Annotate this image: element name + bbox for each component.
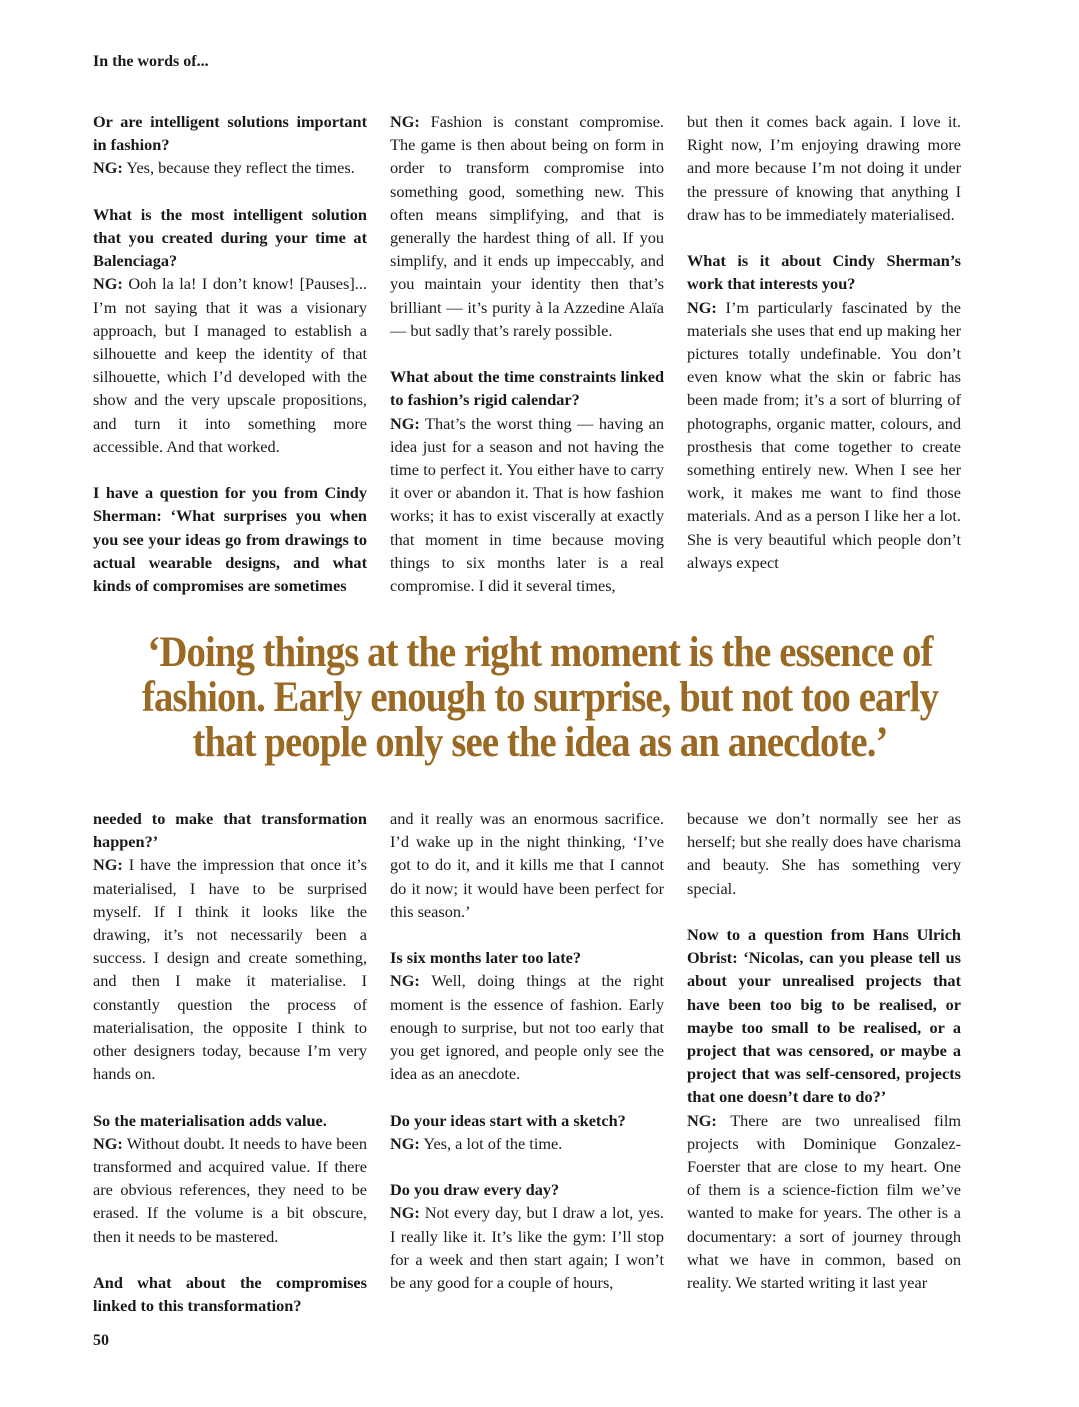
speaker-label: NG: — [93, 855, 123, 875]
answer-text: Yes, because they reflect the times. — [126, 158, 355, 178]
interview-question: Now to a question from Hans Ulrich Obrist: ‘Nicolas, can you please tell us about your unrealised projects that have been too big to be realised, or maybe too small to be realised, or a project that was censored, or maybe a project that was self-censored, projects that one doesn’t dare to do?’ — [687, 925, 961, 1107]
interview-answer — [390, 412, 664, 598]
qa-segment — [93, 110, 367, 180]
speaker-label: NG: — [93, 1133, 123, 1153]
speaker-label: NG: — [687, 297, 717, 317]
interview-answer — [687, 807, 961, 900]
speaker-label: NG: — [687, 1110, 717, 1130]
qa-segment — [93, 1271, 367, 1317]
bottom-text-columns — [93, 807, 963, 1316]
answer-text: and it really was an enormous sacrifice. I’d wake up in the night thinking, ‘I’ve got to do it, and it kills me that I cannot do it now; it would have been perfect for this season.’ — [390, 809, 664, 921]
speaker-label: NG: — [390, 1133, 420, 1153]
column — [687, 110, 961, 602]
qa-segment — [390, 1178, 664, 1294]
interview-answer — [390, 1201, 664, 1294]
interview-question: What is the most intelligent solution that you created during your time at Balenciaga? — [93, 204, 367, 271]
interview-answer — [687, 296, 961, 574]
speaker-label: NG: — [390, 413, 420, 433]
speaker-label: NG: — [390, 1203, 420, 1223]
answer-text: Fashion is constant compromise. The game is then about being on form in order to transform compromise into something good, something new. This often means simplifying, and that is generally the hardest thing of all. If you simplify, and it ends up impeccably, and you maintain your identity then that’s brilliant — it’s purity à la Azzedine Alaïa — but sadly that’s rarely possible. — [390, 112, 664, 340]
speaker-label: NG: — [390, 971, 420, 991]
interview-answer — [390, 1132, 664, 1155]
section-kicker: In the words of... — [93, 53, 209, 70]
column — [687, 807, 961, 1299]
interview-question: Or are intelligent solutions important in fashion? — [93, 112, 367, 155]
qa-segment — [93, 481, 367, 597]
speaker-label: NG: — [390, 112, 420, 131]
interview-question: What is it about Cindy Sherman’s work that interests you? — [687, 251, 961, 294]
interview-answer — [390, 969, 664, 1085]
qa-segment — [390, 807, 664, 923]
answer-text: That’s the worst thing — having an idea just for a season and not having the time to perfect it. You either have to carry it over or abandon it. That is how fashion works; it has to exist viscerally at exactly that moment in time because moving things to six months later is a real compromise. I did it several times, — [390, 413, 664, 596]
interview-question: So the materialisation adds value. — [93, 1110, 327, 1130]
answer-text: Yes, a lot of the time. — [423, 1133, 563, 1153]
qa-segment — [93, 807, 367, 1085]
interview-answer — [93, 853, 367, 1085]
answer-text: Not every day, but I draw a lot, yes. I really like it. It’s like the gym: I’ll stop for a week and then start again; I won’t be any good for a couple of hours, — [390, 1203, 664, 1293]
qa-segment — [390, 1109, 664, 1155]
answer-text: I have the impression that once it’s materialised, I have to be surprised myself. If I think it looks like the drawing, it’s not necessarily been a success. I design and create something, and then I make it materialise. I constantly question the process of materialisation, the opposite I think to other designers today, because I’m very hands on. — [93, 855, 367, 1084]
top-text-columns — [93, 110, 963, 602]
answer-text: Ooh la la! I don’t know! [Pauses]... I’m not saying that it was a visionary approach, but I managed to establish a silhouette and keep the identity of that silhouette, which I’d developed with the show and the very upscale propositions, and turn it into something more accessible. And that worked. — [93, 274, 367, 456]
qa-segment — [390, 946, 664, 1085]
interview-question: Do you draw every day? — [390, 1180, 560, 1200]
qa-segment — [687, 249, 961, 574]
column — [390, 110, 664, 602]
qa-segment — [93, 203, 367, 458]
interview-answer — [93, 1132, 367, 1248]
qa-segment — [390, 110, 664, 342]
page-number: 50 — [93, 1332, 109, 1349]
interview-question: And what about the compromises linked to this transformation? — [93, 1273, 367, 1316]
interview-question: needed to make that transformation happen?’ — [93, 809, 367, 852]
column — [93, 807, 368, 1316]
answer-text: Without doubt. It needs to have been transformed and acquired value. If there are obvious references, they need to be erased. If the volume is a bit obscure, then it needs to be mastered. — [93, 1133, 368, 1246]
answer-text: Well, doing things at the right moment is the essence of fashion. Early enough to surprise, but not too early that you get ignored, and people only see the idea as an anecdote. — [390, 971, 664, 1084]
answer-text: because we don’t normally see her as herself; but she really does have charisma and beauty. She has something very special. — [687, 809, 961, 898]
interview-answer — [687, 1109, 961, 1295]
column — [390, 807, 664, 1299]
interview-answer — [390, 807, 664, 923]
qa-segment — [390, 365, 664, 597]
answer-text: I’m particularly fascinated by the materials she uses that end up making her pictures totally undefinable. You don’t even know what the skin or fabric has been made from; it’s a sort of blurring of photographs, organic matter, colours, and prosthesis that come together to create something entirely new. When I see her work, it makes me want to find those materials. And as a person I like her a lot. She is very beautiful which people don’t always expect — [687, 297, 961, 572]
column — [93, 110, 367, 602]
qa-segment — [687, 807, 961, 900]
interview-answer — [687, 110, 961, 226]
interview-question: What about the time constraints linked to fashion’s rigid calendar? — [390, 367, 664, 410]
answer-text: but then it comes back again. I love it. Right now, I’m enjoying drawing more and more because I’m not doing it under the pressure of knowing that anything I draw has to be immediately materialised. — [687, 112, 961, 224]
answer-text: There are two unrealised film projects with Dominique Gonzalez-Foerster that are close to my heart. One of them is a science-fiction film we’ve wanted to make for years. The other is a documentary: a sort of journey through what we have in common, based on reality. We started writing it last year — [687, 1110, 962, 1293]
pull-quote: ‘Doing things at the right moment is the essence of fashion. Early enough to surprise, but not too early that people only see the idea as an anecdote.’ — [141, 629, 939, 766]
interview-answer — [93, 156, 367, 179]
interview-question: I have a question for you from Cindy Sherman: ‘What surprises you when you see your ideas go from drawings to actual wearable designs, and what kinds of compromises are sometimes — [93, 483, 367, 596]
speaker-label: NG: — [93, 158, 123, 178]
qa-segment — [687, 923, 961, 1294]
interview-question: Is six months later too late? — [390, 948, 581, 968]
qa-segment — [93, 1109, 367, 1248]
interview-answer — [93, 272, 367, 458]
qa-segment — [687, 110, 961, 226]
speaker-label: NG: — [93, 274, 123, 294]
interview-question: Do your ideas start with a sketch? — [390, 1110, 626, 1130]
interview-answer — [390, 110, 664, 342]
